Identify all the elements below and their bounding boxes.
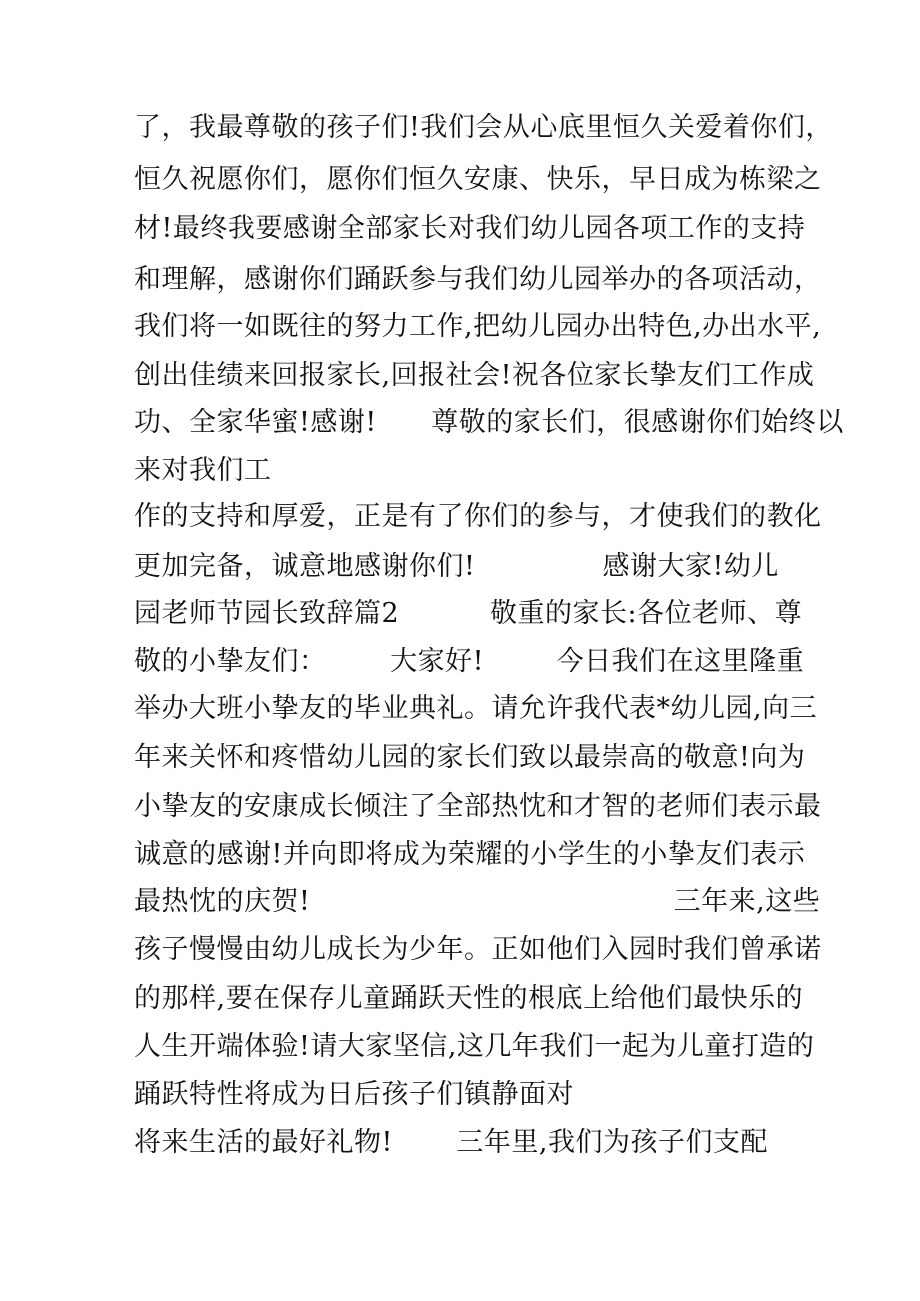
text-line: 的那样,要在保存儿童踊跃天性的根底上给他们最快乐的 bbox=[134, 983, 804, 1014]
text-line: 和理解，感谢你们踊跃参与我们幼儿园举办的各项活动， bbox=[134, 264, 822, 295]
text-line: 我们将一如既往的努力工作,把幼儿园办出特色,办出水平, bbox=[134, 311, 822, 342]
text-line: 最热忱的庆贺! 三年来,这些 bbox=[134, 886, 821, 917]
text-line: 功、全家华蜜!感谢! 尊敬的家长们，很感谢你们始终以 bbox=[134, 407, 844, 438]
text-line: 恒久祝愿你们，愿你们恒久安康、快乐，早日成为栋梁之 bbox=[134, 164, 822, 195]
text-line: 年来关怀和疼惜幼儿园的家长们致以最崇高的敬意!向为 bbox=[134, 742, 806, 773]
text-line: 来对我们工 bbox=[134, 455, 272, 486]
text-line: 材!最终我要感谢全部家长对我们幼儿园各项工作的支持 bbox=[134, 213, 806, 244]
text-line: 踊跃特性将成为日后孩子们镇静面对 bbox=[134, 1079, 574, 1110]
text-line: 人生开端体验!请大家坚信,这几年我们一起为儿童打造的 bbox=[134, 1031, 815, 1062]
text-line: 作的支持和厚爱，正是有了你们的参与，才使我们的教化 bbox=[134, 501, 822, 532]
text-line: 敬的小挚友们： 大家好! 今日我们在这里隆重 bbox=[134, 646, 805, 677]
text-line: 创出佳绩来回报家长,回报社会!祝各位家长挚友们工作成 bbox=[134, 360, 815, 391]
text-line: 更加完备，诚意地感谢你们! 感谢大家!幼儿 bbox=[134, 551, 779, 582]
text-line: 举办大班小挚友的毕业典礼。请允许我代表*幼儿园,向三 bbox=[134, 693, 818, 724]
text-line: 诚意的感谢!并向即将成为荣耀的小学生的小挚友们表示 bbox=[134, 839, 806, 870]
text-line: 园老师节园长致辞篇2 敬重的家长:各位老师、尊 bbox=[134, 598, 803, 629]
text-line: 了，我最尊敬的孩子们!我们会从心底里恒久关爱着你们， bbox=[134, 112, 833, 143]
text-line: 孩子慢慢由幼儿成长为少年。正如他们入园时我们曾承诺 bbox=[134, 934, 822, 965]
text-line: 将来生活的最好礼物! 三年里,我们为孩子们支配 bbox=[134, 1127, 769, 1158]
text-line: 小挚友的安康成长倾注了全部热忱和才智的老师们表示最 bbox=[134, 791, 822, 822]
